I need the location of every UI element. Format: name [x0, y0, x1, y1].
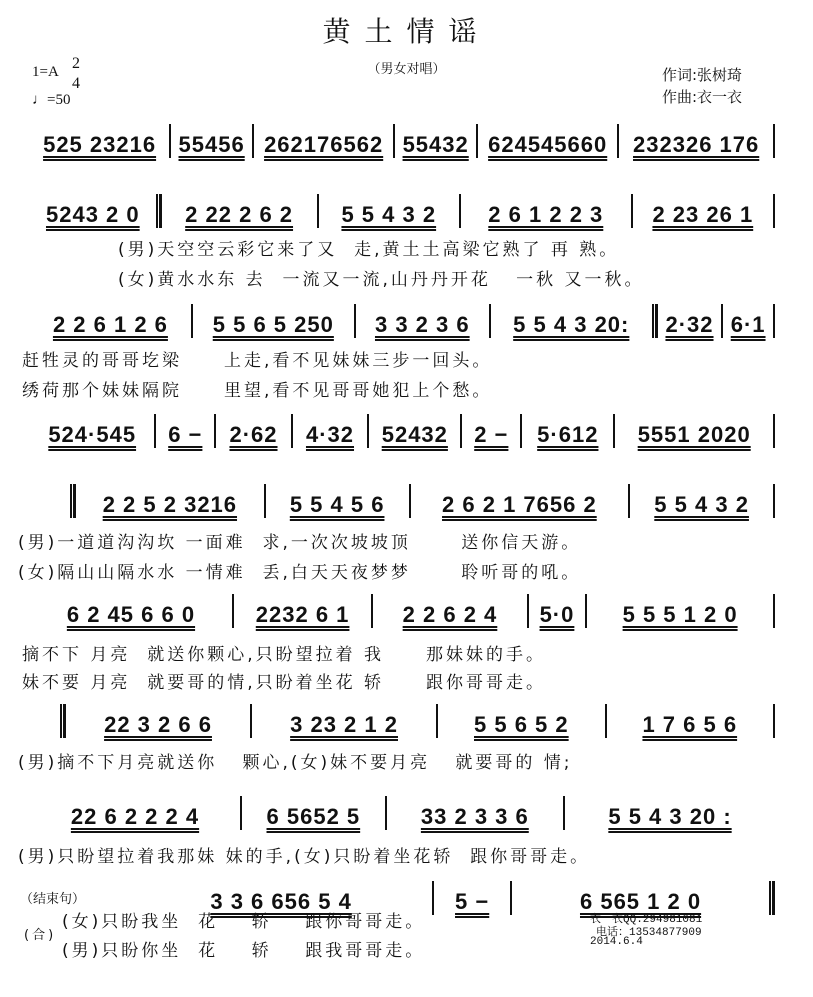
measure-notes: 22 3 2 6 6	[104, 712, 212, 737]
measure	[76, 492, 264, 518]
measure	[411, 492, 629, 518]
measure-notes: 5 5 4 3 20 :	[608, 804, 732, 829]
double-barline	[769, 881, 775, 915]
measure	[615, 422, 773, 448]
measure-notes: 5243 2 0	[45, 202, 140, 227]
measure-notes: 3 3 2 3 6	[374, 312, 470, 337]
measure-notes: 2 22 2 6 2	[185, 202, 294, 227]
measure-notes: 6 −	[168, 422, 203, 447]
measure-notes: 262176562	[264, 132, 384, 157]
measure-notes: 1 7 6 5 6	[642, 712, 738, 737]
measure	[30, 202, 156, 228]
measure	[478, 132, 617, 158]
lyric-line: (女)隔山山隔水水 一情难 丢,白天天夜梦梦 聆听哥的吼。	[18, 563, 582, 583]
lyric-line: (男)天空空云彩它来了又 走,黄土土高梁它熟了 再 熟。	[118, 240, 620, 260]
measure	[319, 202, 459, 228]
score-row	[30, 408, 775, 448]
measure	[30, 804, 240, 830]
measure	[369, 422, 460, 448]
meter-bottom: 4	[72, 75, 80, 92]
lyric-line: 妹不要 月亮 就要哥的情,只盼着坐花 轿 跟你哥哥走。	[22, 673, 547, 693]
measure-notes: 5 5 6 5 250	[212, 312, 334, 337]
score-row	[70, 478, 775, 518]
key-signature: 1=A	[32, 64, 59, 80]
measure	[461, 202, 631, 228]
lyricist: 作词:张树琦	[662, 66, 743, 84]
score-row	[30, 298, 775, 338]
score-row	[60, 698, 775, 738]
measure-notes: 5·0	[539, 602, 575, 627]
ending-label: （结束句）	[20, 892, 86, 907]
measure-notes: 5 5 4 5 6	[289, 492, 385, 517]
measure-notes: 624545660	[488, 132, 608, 157]
meter-top: 2	[72, 55, 80, 72]
measure	[356, 312, 489, 338]
measure	[587, 602, 773, 628]
measure-notes: 6 2 45 6 6 0	[66, 602, 196, 627]
measure	[254, 132, 393, 158]
measure-notes: 6·1	[730, 312, 766, 337]
measure-notes: 3 3 6 656 5 4	[210, 889, 352, 914]
measure	[193, 312, 354, 338]
date-info: 2014.6.4	[590, 936, 643, 948]
measure	[565, 804, 775, 830]
measure	[242, 804, 385, 830]
measure	[293, 422, 368, 448]
measure-notes: 52432	[381, 422, 448, 447]
measure	[395, 132, 476, 158]
measure-notes: 6 565 1 2 0	[579, 889, 702, 914]
measure-notes: 3 23 2 1 2	[290, 712, 398, 737]
measure	[607, 712, 773, 738]
measure	[658, 312, 722, 338]
measure	[438, 712, 604, 738]
lyric-line: (女)只盼我坐 花 轿 跟你哥哥走。	[62, 912, 426, 932]
measure-notes: 5 −	[455, 889, 490, 914]
measure	[234, 602, 371, 628]
measure-notes: 5 5 4 3 2	[654, 492, 749, 517]
measure-notes: 22 6 2 2 2 4	[70, 804, 200, 829]
measure	[434, 889, 510, 915]
measure-notes: 5 5 4 3 2	[341, 202, 437, 227]
measure	[633, 202, 773, 228]
lyric-line: (男)只盼你坐 花 轿 跟我哥哥走。	[62, 941, 426, 961]
composer: 作曲:衣一衣	[662, 88, 743, 106]
measure-notes: 2 6 2 1 7656 2	[442, 492, 597, 517]
song-title: 黄土情谣	[322, 15, 491, 48]
measure-notes: 5 5 5 1 2 0	[622, 602, 738, 627]
measure-notes: 2232 6 1	[255, 602, 350, 627]
lyric-line: 摘不下 月亮 就送你颗心,只盼望拉着 我 那妹妹的手。	[22, 645, 547, 665]
measure-notes: 2 −	[474, 422, 509, 447]
measure-notes: 33 2 3 3 6	[420, 804, 529, 829]
measure-notes: 2 23 26 1	[652, 202, 754, 227]
barline	[773, 704, 775, 738]
measure	[30, 422, 154, 448]
subtitle: （男女对唱）	[367, 62, 446, 77]
measure-notes: 55456	[178, 132, 245, 157]
measure-notes: 232326 176	[633, 132, 760, 157]
measure	[630, 492, 773, 518]
score-row	[30, 118, 775, 158]
measure-notes: 5·612	[537, 422, 599, 447]
measure-notes: 525 23216	[43, 132, 157, 157]
measure	[619, 132, 773, 158]
measure	[723, 312, 773, 338]
measure	[66, 712, 250, 738]
score-row	[30, 790, 775, 830]
measure-notes: 2·62	[229, 422, 278, 447]
together-label: (合)	[24, 928, 57, 943]
measure	[162, 202, 317, 228]
barline	[773, 304, 775, 338]
measure	[252, 712, 436, 738]
measure	[462, 422, 520, 448]
measure-notes: 5551 2020	[637, 422, 751, 447]
measure	[30, 602, 232, 628]
barline	[773, 594, 775, 628]
measure	[491, 312, 652, 338]
time-signature	[72, 54, 80, 94]
barline	[773, 124, 775, 158]
measure	[522, 422, 613, 448]
measure-notes: 2·32	[665, 312, 714, 337]
lyric-line: 赶牲灵的哥哥圪梁 上走,看不见妹妹三步一回头。	[22, 351, 493, 371]
measure-notes: 524·545	[48, 422, 137, 447]
measure	[30, 312, 191, 338]
measure-notes: 2 2 6 2 4	[402, 602, 498, 627]
measure	[529, 602, 585, 628]
measure	[373, 602, 526, 628]
measure-notes: 5 5 4 3 20:	[513, 312, 630, 337]
barline	[773, 414, 775, 448]
qq-info: 衣一衣QQ:294981081	[590, 914, 703, 926]
tempo-marking: ♩=50	[32, 92, 71, 108]
score-row	[30, 588, 775, 628]
measure	[30, 132, 169, 158]
lyric-line: (女)黄水水东 去 一流又一流,山丹丹开花 一秋 又一秋。	[118, 270, 645, 290]
measure-notes: 5 5 6 5 2	[474, 712, 569, 737]
measure	[216, 422, 291, 448]
measure-notes: 2 2 5 2 3216	[102, 492, 238, 517]
measure	[387, 804, 563, 830]
measure-notes: 4·32	[305, 422, 355, 447]
barline	[773, 194, 775, 228]
measure	[156, 422, 214, 448]
measure-notes: 2 6 1 2 2 3	[488, 202, 604, 227]
lyric-line: (男)一道道沟沟坎 一面难 求,一次次坡坡顶 送你信天游。	[18, 533, 582, 553]
measure-notes: 55432	[402, 132, 469, 157]
lyric-line: 绣荷那个妹妹隔院 里望,看不见哥哥她犯上个愁。	[22, 381, 493, 401]
lyric-line: (男)摘不下月亮就送你 颗心,(女)妹不要月亮 就要哥的 情;	[18, 753, 573, 773]
barline	[773, 484, 775, 518]
measure	[171, 132, 252, 158]
measure	[266, 492, 409, 518]
score-row	[30, 188, 775, 228]
measure-notes: 6 5652 5	[266, 804, 361, 829]
phone-info: 电话：13534877909	[596, 927, 702, 939]
measure-notes: 2 2 6 1 2 6	[52, 312, 168, 337]
lyric-line: (男)只盼望拉着我那妹 妹的手,(女)只盼着坐花轿 跟你哥哥走。	[18, 847, 591, 867]
